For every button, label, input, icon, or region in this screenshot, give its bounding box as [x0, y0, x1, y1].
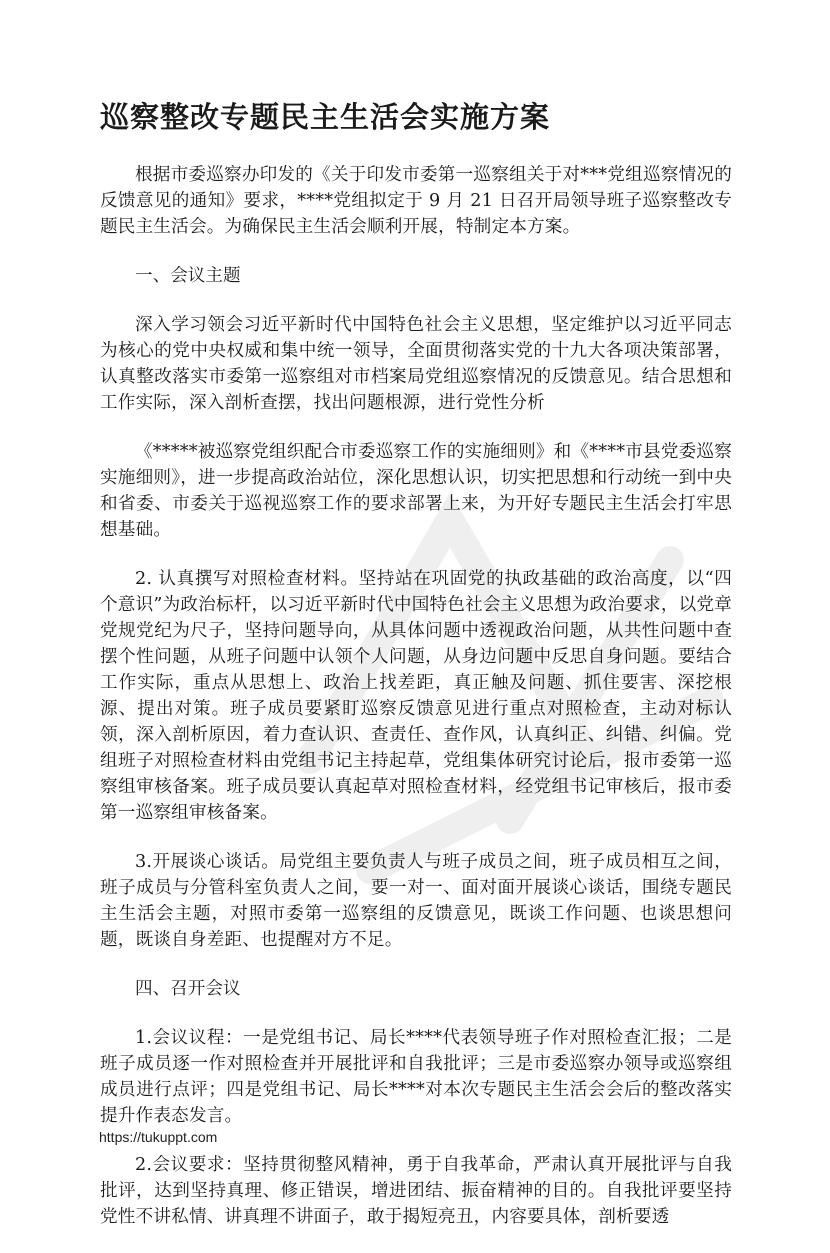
paragraph-heart-to-heart-talks: 3.开展谈心谈话。局党组主要负责人与班子成员之间，班子成员相互之间，班子成员与分管科室负责人之间，要一对一、面对面开展谈心谈话，围绕专题民主生活会主题，对照市委第一巡察组的反馈意见，既谈工作问题、也谈思想问题，既谈自身差距、也提醒对方不足。	[100, 852, 732, 950]
document-title: 巡察整改专题民主生活会实施方案	[100, 100, 551, 134]
paragraph-requirements: 2.会议要求：坚持贯彻整风精神，勇于自我革命，严肃认真开展批评与自我批评，达到坚持真理、修正错误，增进团结、振奋精神的目的。自我批评要坚持党性不讲私情、讲真理不讲面子，敢于揭短亮丑，内容要具体，剖析要透	[100, 1155, 732, 1227]
paragraph-review-materials: 2. 认真撰写对照检查材料。坚持站在巩固党的执政基础的政治高度，以“四个意识”为政治标杆，以习近平新时代中国特色社会主义思想为政治要求，以党章党规党纪为尺子，坚持问题导向，从具体问题中透视政治问题，从共性问题中查摆个性问题，从班子问题中认领个人问题，从身边问题中反思自身问题。要结合工作实际，重点从思想上、政治上找差距，真正触及问题、抓住要害、深挖根源、提出对策。班子成员要紧盯巡察反馈意见进行重点对照检查，主动对标认领，深入剖析原因，着力查认识、查责任、查作风，认真纠正、纠错、纠偏。党组班子对照检查材料由党组书记主持起草，党组集体研究讨论后，报市委第一巡察组审核备案。班子成员要认真起草对照检查材料，经党组书记审核后，报市委第一巡察组审核备案。	[100, 569, 732, 823]
paragraph-intro: 根据市委巡察办印发的《关于印发市委第一巡察组关于对***党组巡察情况的反馈意见的通知》要求，****党组拟定于 9 月 21 日召开局领导班子巡察整改专题民主生活会。为确保民主生活会顺利开展，特制定本方案。	[100, 165, 732, 237]
paragraph-regulations: 《*****被巡察党组织配合市委巡察工作的实施细则》和《****市县党委巡察实施细则》，进一步提高政治站位，深化思想认识，切实把思想和行动统一到中央和省委、市委关于巡视巡察工作的要求部署上来，为开好专题民主生活会打牢思想基础。	[100, 442, 732, 540]
paragraph-theme: 深入学习领会习近平新时代中国特色社会主义思想，坚定维护以习近平同志为核心的党中央权威和集中统一领导，全面贯彻落实党的十九大各项决策部署，认真整改落实市委第一巡察组对市档案局党组巡察情况的反馈意见。结合思想和工作实际，深入剖析查摆，找出问题根源，进行党性分析	[100, 315, 732, 413]
footer-url: https://tukuppt.com	[99, 1129, 218, 1145]
paragraph-agenda: 1.会议议程：一是党组书记、局长****代表领导班子作对照检查汇报；二是班子成员逐一作对照检查并开展批评和自我批评；三是市委巡察办领导或巡察组成员进行点评；四是党组书记、局长****对本次专题民主生活会会后的整改落实提升作表态发言。	[100, 1028, 732, 1126]
section-heading-hold-meeting: 四、召开会议	[135, 979, 241, 999]
document-body	[100, 162, 732, 1253]
section-heading-meeting-theme: 一、会议主题	[135, 266, 241, 286]
